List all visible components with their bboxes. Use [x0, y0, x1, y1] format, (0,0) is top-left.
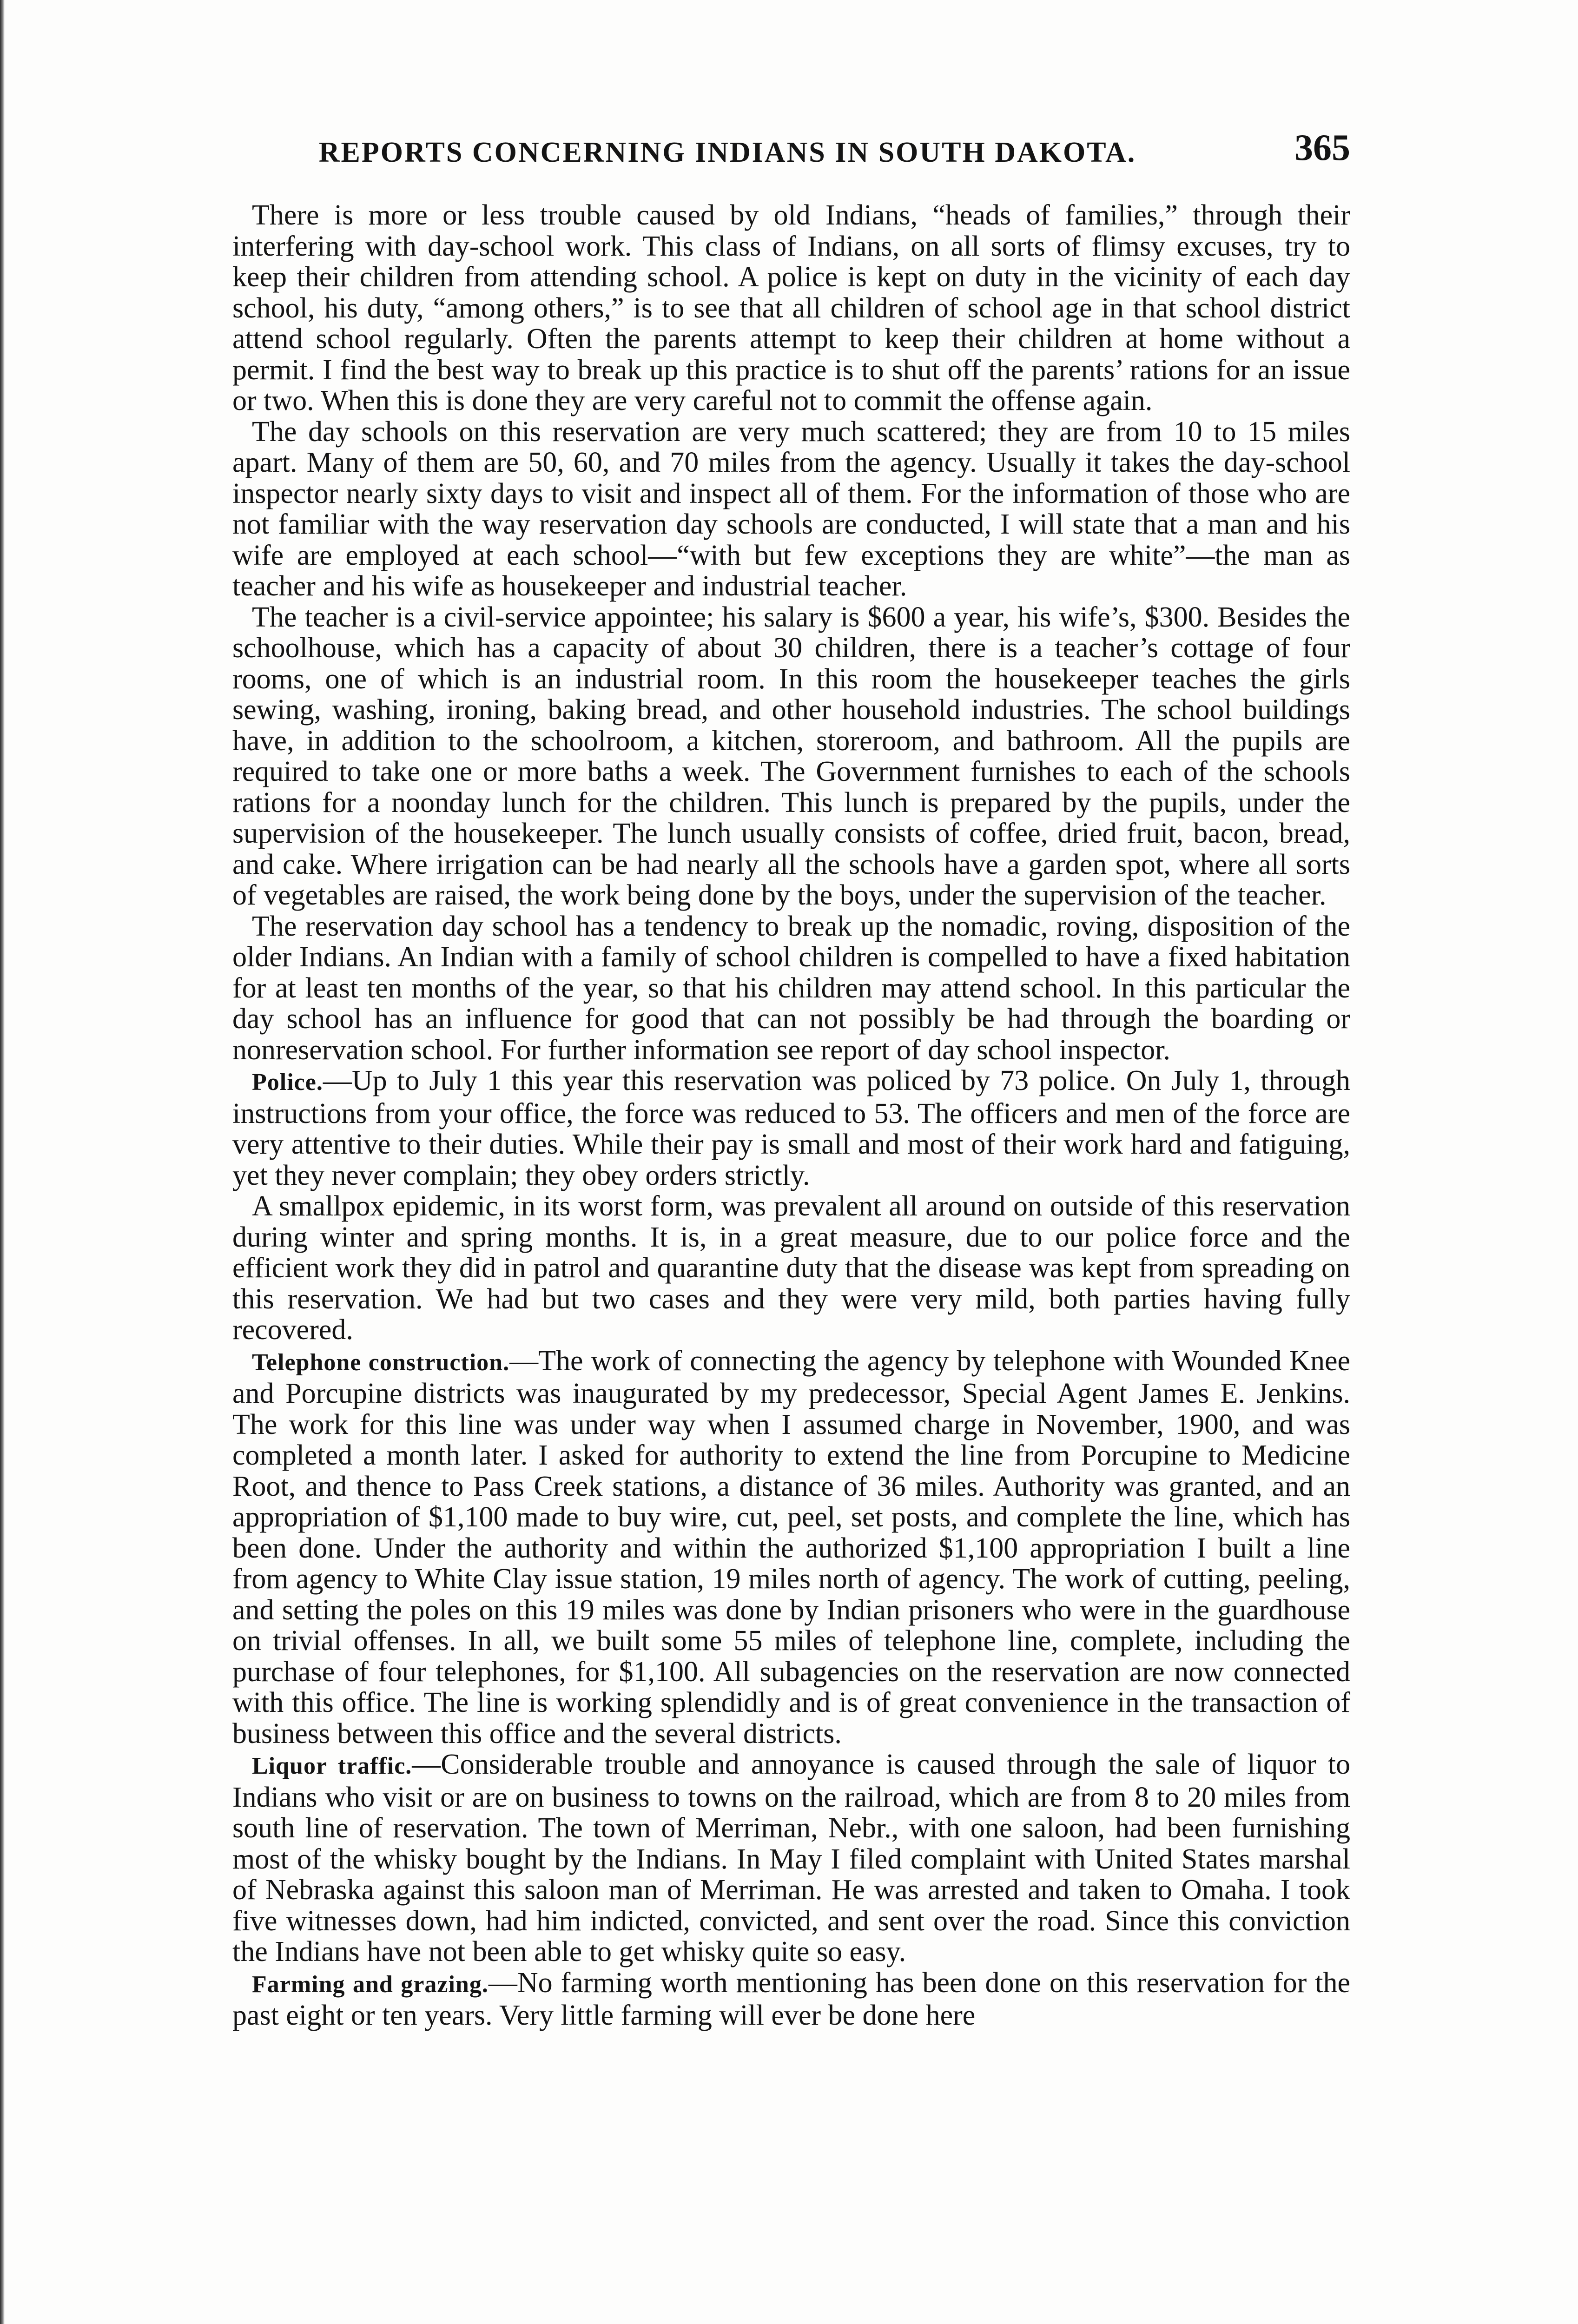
paragraph-nomadic-disposition: [232, 911, 1350, 1066]
running-head: [232, 123, 1350, 174]
scan-edge: [0, 0, 5, 2324]
running-title: REPORTS CONCERNING INDIANS IN SOUTH DAKOTA.: [318, 137, 1136, 168]
paragraph-text: —Up to July 1 this year this reservation was policed by 73 police. On July 1, through instructions from your office, the force was reduced to 53. The officers and men of the force are very attentive to their duties. While their pay is small and most of their work hard and fatiguing, yet they never complain; they obey orders strictly.: [232, 1065, 1350, 1191]
section-heading-liquor: Liquor traffic.: [252, 1753, 412, 1779]
body-text: [232, 200, 1350, 2031]
paragraph-text: There is more or less trouble caused by old Indians, “heads of families,” through their interfering with day-school work. This class of Indians, on all sorts of flimsy excuses, try to keep their children from attending school. A police is kept on duty in the vicinity of each day school, his duty, “among others,” is to see that all children of school age in that school district attend school regularly. Often the parents attempt to keep their children at home without a permit. I find the best way to break up this practice is to shut off the parents’ rations for an issue or two. When this is done they are very careful not to commit the offense again.: [232, 199, 1350, 416]
paragraph-text: —No farming worth mentioning has been done on this reservation for the past eight or ten years. Very little farming will ever be done here: [232, 1967, 1350, 2031]
paragraph-text: —Considerable trouble and annoyance is caused through the sale of liquor to Indians who visit or are on business to towns on the railroad, which are from 8 to 20 miles from south line of reservation. The town of Merriman, Nebr., with one saloon, had been furnishing most of the whisky bought by the Indians. In May I filed complaint with United States marshal of Nebraska against this saloon man of Merriman. He was arrested and taken to Omaha. I took five witnesses down, had him indicted, convicted, and sent over the road. Since this conviction the Indians have not been able to get whisky quite so easy.: [232, 1749, 1351, 1967]
paragraph-text: —The work of connecting the agency by telephone with Wounded Knee and Porcupine districts was inaugurated by my predecessor, Special Agent James E. Jenkins. The work for this line was under way when I assumed charge in November, 1900, and was completed a month later. I asked for authority to extend the line from Porcupine to Medicine Root, and thence to Pass Creek stations, a distance of 36 miles. Authority was granted, and an appropriation of $1,100 made to buy wire, cut, peel, set posts, and complete the line, which has been done. Under the authority and within the authorized $1,100 appropriation I built a line from agency to White Clay issue station, 19 miles north of agency. The work of cutting, peeling, and setting the poles on this 19 miles was done by Indian prisoners who were in the guardhouse on trivial offenses. In all, we built some 55 miles of telephone line, complete, including the purchase of four telephones, for $1,100. All subagencies on the reservation are now connected with this office. The line is working splendidly and is of great convenience in the transaction of business between this office and the several districts.: [232, 1345, 1350, 1750]
section-heading-farming: Farming and grazing.: [252, 1971, 489, 1998]
paragraph-police: [232, 1065, 1350, 1191]
page-number: 365: [1294, 127, 1350, 168]
paragraph-teacher-salary: [232, 602, 1350, 911]
paragraph-smallpox: [232, 1191, 1350, 1346]
paragraph-text: A smallpox epidemic, in its worst form, was prevalent all around on outside of this reservation during winter and spring months. It is, in a great measure, due to our police force and the efficient work they did in patrol and quarantine duty that the disease was kept from spreading on this reservation. We had but two cases and they were very mild, both parties having fully recovered.: [232, 1190, 1350, 1346]
section-heading-police: Police.: [252, 1069, 323, 1096]
paragraph-farming: [232, 1967, 1350, 2031]
paragraph-text: The reservation day school has a tendency to break up the nomadic, roving, disposition of the older Indians. An Indian with a family of school children is compelled to have a fixed habitation for at least ten months of the year, so that his children may attend school. In this particular the day school has an influence for good that can not possibly be had through the boarding or nonreservation school. For further information see report of day school inspector.: [232, 910, 1350, 1066]
paragraph-telephone: [232, 1346, 1350, 1750]
section-heading-telephone: Telephone construction.: [252, 1349, 510, 1376]
paragraph-text: The teacher is a civil-service appointee; his salary is $600 a year, his wife’s, $300. Besides the schoolhouse, which has a capacity of about 30 children, there is a teacher’s cottage of four rooms, one of which is an industrial room. In this room the housekeeper teaches the girls sewing, washing, ironing, baking bread, and other household industries. The school buildings have, in addition to the schoolroom, a kitchen, storeroom, and bathroom. All the pupils are required to take one or more baths a week. The Government furnishes to each of the schools rations for a noonday lunch for the children. This lunch is prepared by the pupils, under the supervision of the housekeeper. The lunch usually consists of coffee, dried fruit, bacon, bread, and cake. Where irrigation can be had nearly all the schools have a garden spot, where all sorts of vegetables are raised, the work being done by the boys, under the supervision of the teacher.: [232, 601, 1350, 911]
document-page: [232, 123, 1350, 2031]
paragraph-day-school-interference: [232, 200, 1350, 416]
paragraph-liquor: [232, 1749, 1350, 1967]
paragraph-day-schools-scattered: [232, 416, 1350, 602]
paragraph-text: The day schools on this reservation are very much scattered; they are from 10 to 15 miles apart. Many of them are 50, 60, and 70 miles from the agency. Usually it takes the day-school inspector nearly sixty days to visit and inspect all of them. For the information of those who are not familiar with the way reservation day schools are conducted, I will state that a man and his wife are employed at each school—“with but few exceptions they are white”—the man as teacher and his wife as housekeeper and industrial teacher.: [232, 416, 1350, 602]
